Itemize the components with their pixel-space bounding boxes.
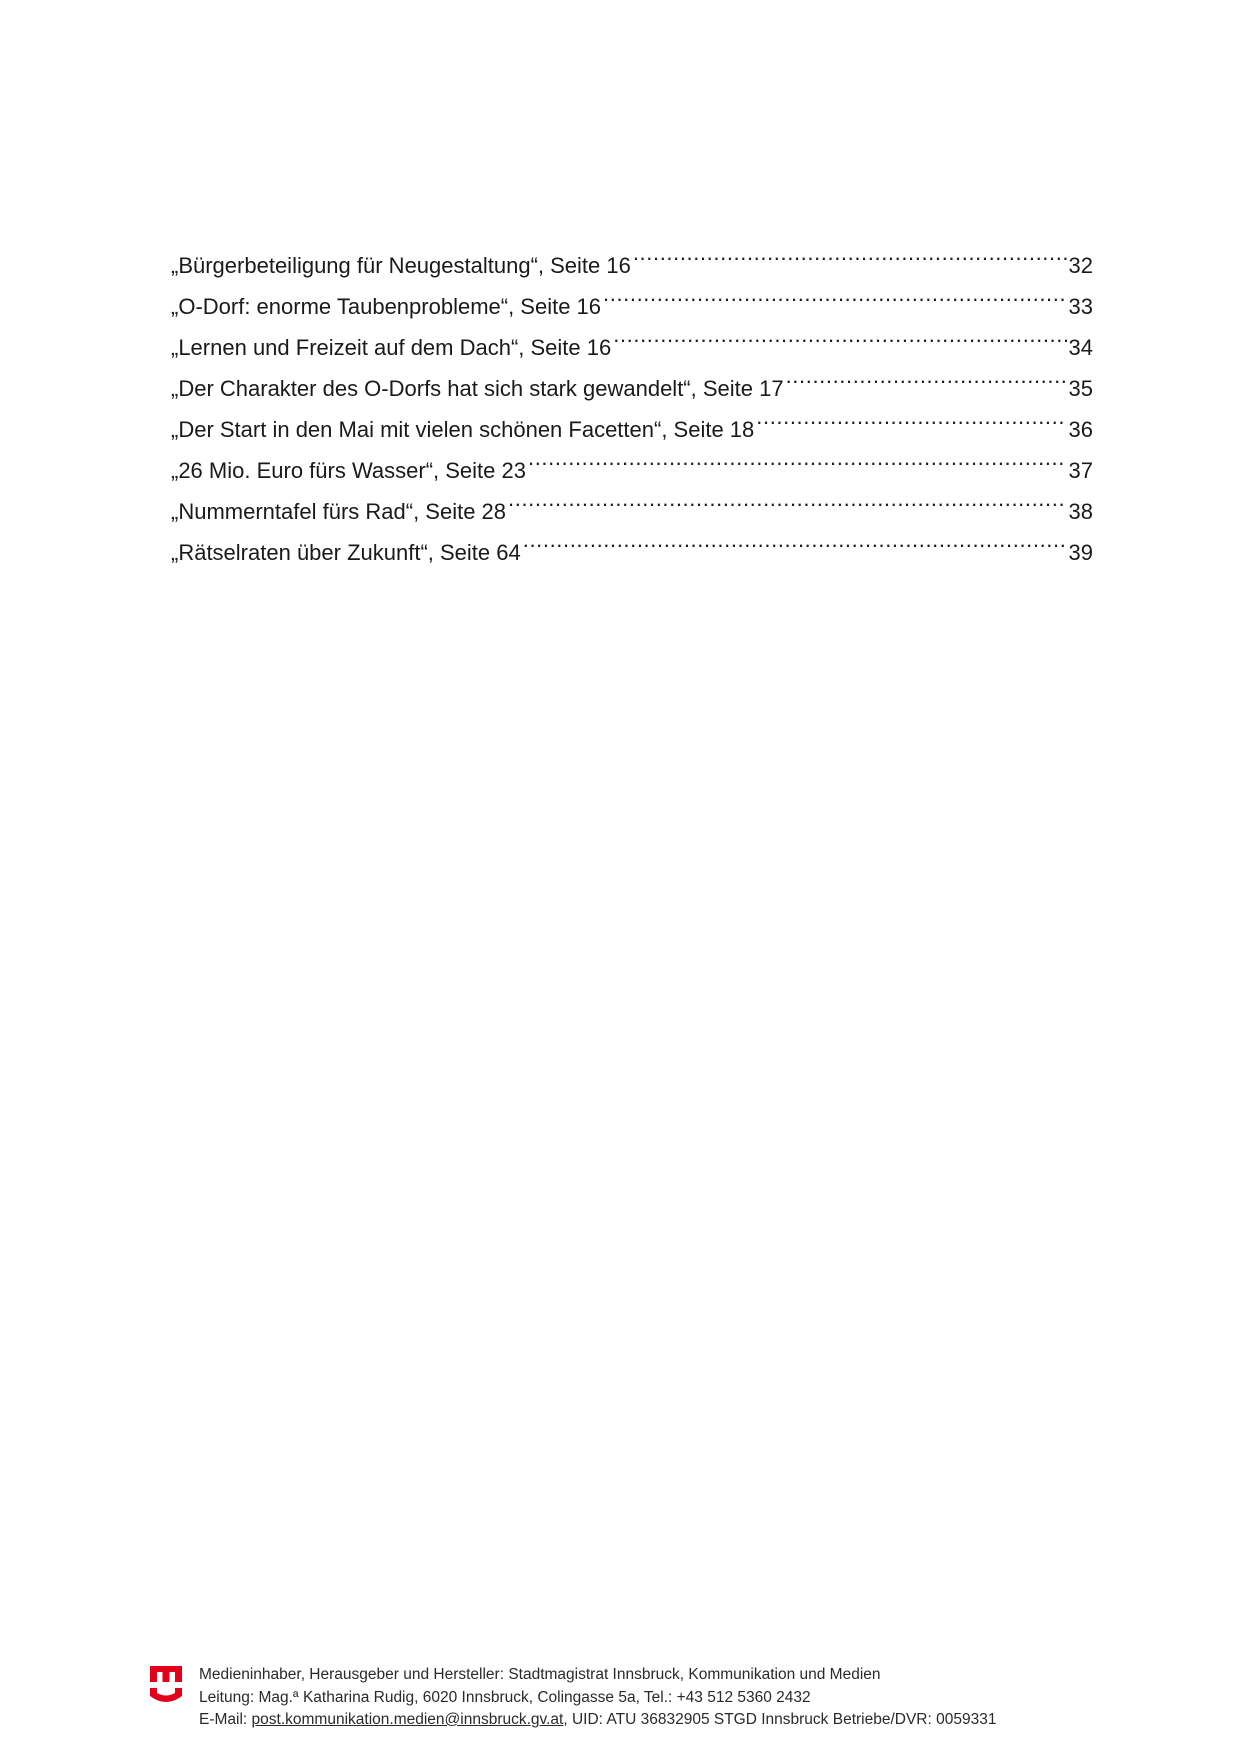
- toc-entry-title: „O-Dorf: enorme Taubenprobleme“, Seite 16: [171, 294, 602, 319]
- toc-entry-page: 32: [1068, 253, 1093, 278]
- toc-dot-leader: [508, 478, 1066, 519]
- toc-entry-page: 38: [1068, 499, 1093, 524]
- toc-entry-page: 39: [1068, 540, 1093, 565]
- toc-dot-leader: [756, 396, 1066, 437]
- toc-dot-leader: [523, 519, 1067, 560]
- toc-entry-title: „Bürgerbeteiligung für Neugestaltung“, Seite 16: [171, 253, 631, 278]
- toc-entry-page: 33: [1068, 294, 1093, 319]
- toc-entry-page: 37: [1068, 458, 1093, 483]
- toc-entry-page: 36: [1068, 417, 1093, 442]
- footer-line-publisher: Medieninhaber, Herausgeber und Hersteller: Stadtmagistrat Innsbruck, Kommunikation und Medien: [199, 1666, 881, 1683]
- toc-entry-title: „Der Charakter des O-Dorfs hat sich stark gewandelt“, Seite 17: [171, 376, 784, 401]
- toc-entry-title: „Lernen und Freizeit auf dem Dach“, Seite 16: [171, 335, 612, 360]
- toc-dot-leader: [528, 437, 1067, 478]
- footer-ids: , UID: ATU 36832905 STGD Innsbruck Betriebe/DVR: 0059331: [563, 1711, 997, 1728]
- table-of-contents: [171, 232, 1093, 565]
- toc-entry[interactable]: [171, 232, 1093, 278]
- innsbruck-logo-icon: [150, 1666, 182, 1710]
- toc-dot-leader: [613, 314, 1066, 355]
- footer-imprint: [199, 1664, 996, 1732]
- email-link[interactable]: post.kommunikation.medien@innsbruck.gv.at: [251, 1711, 564, 1728]
- toc-entry-title: „Rätselraten über Zukunft“, Seite 64: [171, 540, 521, 565]
- logo-shapes: [150, 1666, 182, 1702]
- toc-entry-page: 35: [1068, 376, 1093, 401]
- toc-entry-title: „26 Mio. Euro fürs Wasser“, Seite 23: [171, 458, 526, 483]
- toc-dot-leader: [603, 273, 1066, 314]
- toc-dot-leader: [786, 355, 1067, 396]
- toc-dot-leader: [633, 232, 1067, 273]
- toc-entry-page: 34: [1068, 335, 1093, 360]
- page-footer: [150, 1664, 1090, 1728]
- email-label: E-Mail:: [199, 1711, 252, 1728]
- toc-entry-title: „Nummerntafel fürs Rad“, Seite 28: [171, 499, 507, 524]
- toc-entry-title: „Der Start in den Mai mit vielen schönen Facetten“, Seite 18: [171, 417, 755, 442]
- footer-line-management: Leitung: Mag.ª Katharina Rudig, 6020 Innsbruck, Colingasse 5a, Tel.: +43 512 5360 2432: [199, 1688, 811, 1706]
- footer-line-contact: [199, 1709, 996, 1732]
